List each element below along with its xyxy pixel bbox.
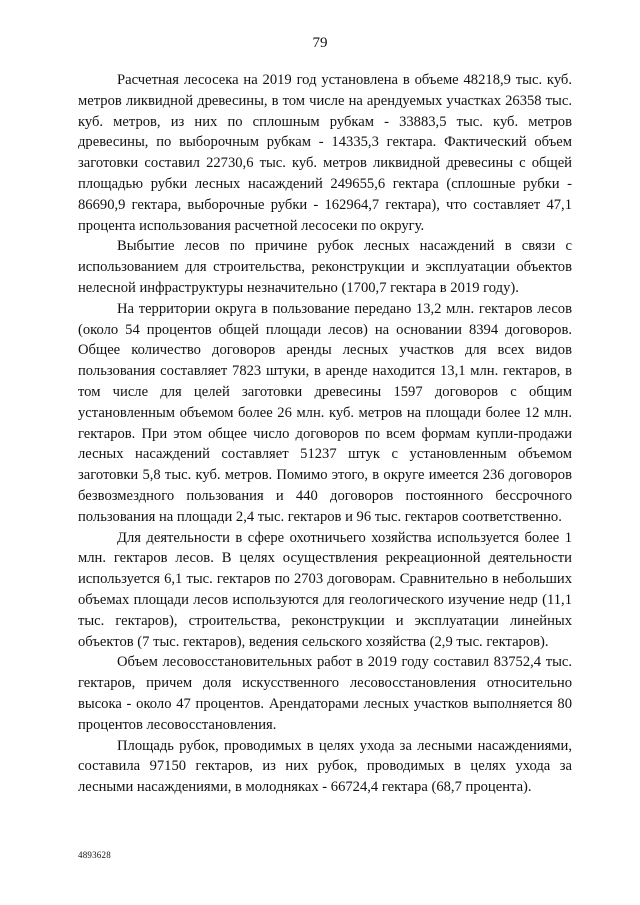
document-body (78, 70, 572, 798)
paragraph-forest-loss: Выбытие лесов по причине рубок лесных насаждений в связи с использованием для строительства, реконструкции и эксплуатации объектов нелесной инфраструктуры незначительно (1700,7 гектара в 2019 году). (78, 238, 572, 296)
paragraph-hunting-recreation: Для деятельности в сфере охотничьего хозяйства используется более 1 млн. гектаров лесов. В целях осуществления рекреационной деятельности используется 6,1 тыс. гектаров по 2703 договорам. Сравнительно в небольших объемах площади лесов используются для геологического изучение недр (11,1 тыс. гектаров), строительства, реконструкции и эксплуатации линейных объектов (7 тыс. гектаров), ведения сельского хозяйства (2,9 тыс. гектаров). (78, 529, 572, 650)
page-number: 79 (312, 35, 328, 51)
paragraph-reforestation: Объем лесовосстановительных работ в 2019 году составил 83752,4 тыс. гектаров, причем доля искусственного лесовосстановления относительно высока - около 47 процентов. Арендаторами лесных участков выполняется 80 процентов лесовосстановления. (78, 654, 572, 733)
paragraph-forest-use-contracts: На территории округа в пользование передано 13,2 млн. гектаров лесов (около 54 процентов общей площади лесов) на основании 8394 договоров. Общее количество договоров аренды лесных участков для всех видов пользования составляет 7823 штуки, в аренде находится 13,1 млн. гектаров, в том числе для целей заготовки древесины 1597 договоров с общим установленным объемом более 26 млн. куб. метров на площади более 12 млн. гектаров. При этом общее число договоров по всем формам купли-продажи лесных насаждений составляет 51237 штук с установленным объемом заготовки 5,8 тыс. куб. метров. Помимо этого, в округе имеется 236 договоров безвозмездного пользования и 440 договоров постоянного бессрочного пользования на площади 2,4 тыс. гектаров и 96 тыс. гектаров соответственно. (78, 300, 572, 525)
document-id: 4893628 (78, 850, 111, 860)
paragraph-allowable-cut: Расчетная лесосека на 2019 год установлена в объеме 48218,9 тыс. куб. метров ликвидной древесины, в том числе на арендуемых участках 26358 тыс. куб. метров, из них по сплошным рубкам - 33883,5 тыс. куб. метров древесины, по выборочным рубкам - 14335,3 гектара. Фактический объем заготовки составил 22730,6 тыс. куб. метров ликвидной древесины с общей площадью рубки лесных насаждений 249655,6 гектара (сплошные рубки - 86690,9 гектара, выборочные рубки - 162964,7 гектара), что составляет 47,1 процента использования расчетной лесосеки по округу. (78, 72, 572, 234)
paragraph-thinning: Площадь рубок, проводимых в целях ухода за лесными насаждениями, составила 97150 гектаров, из них рубок, проводимых в целях ухода за лесными насаждениями, в молодняках - 66724,4 гектара (68,7 процента). (78, 737, 572, 796)
